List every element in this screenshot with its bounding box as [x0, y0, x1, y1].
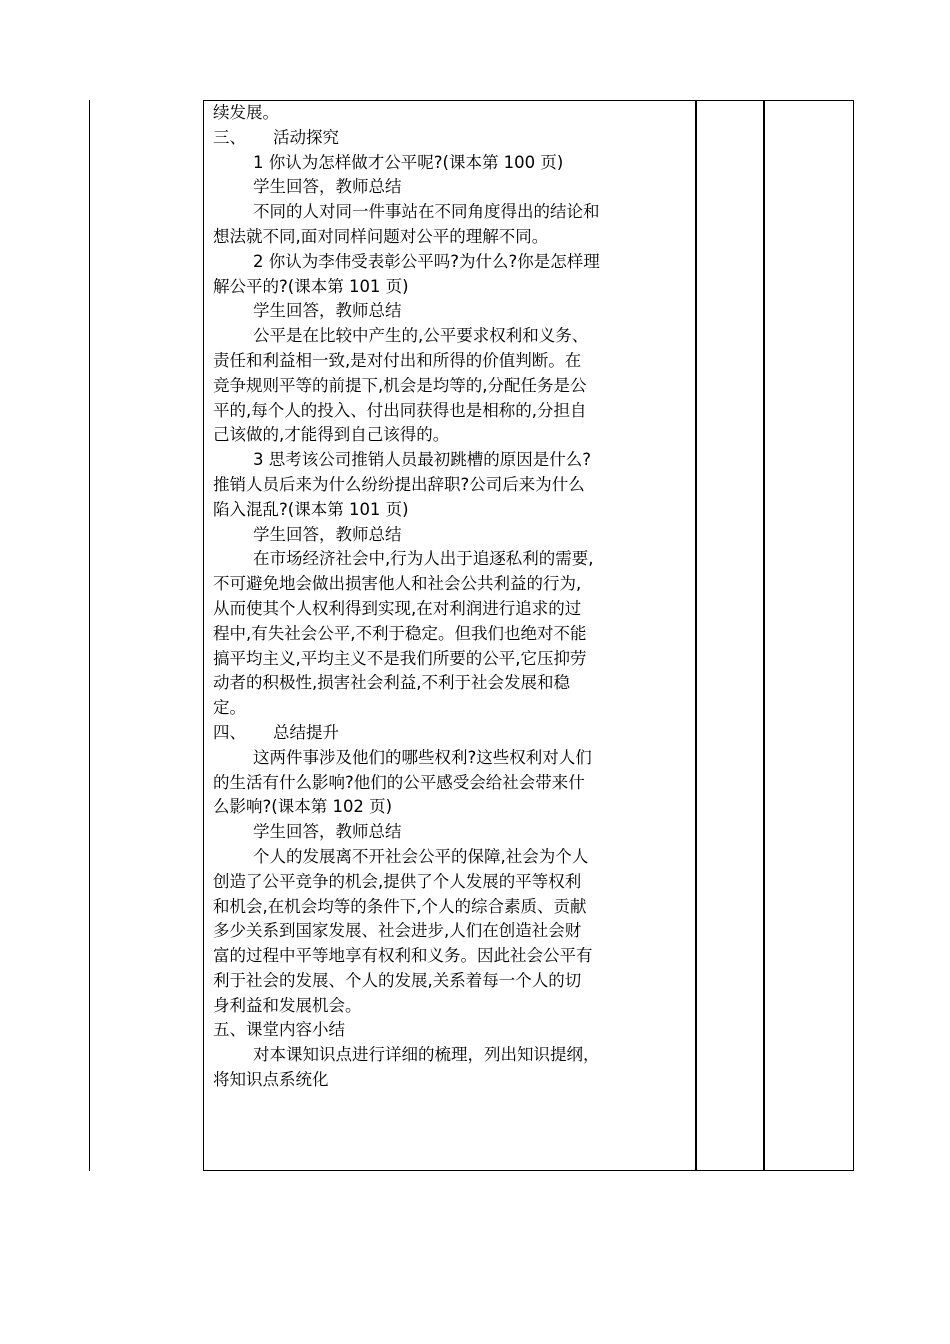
text-line: 个人的发展离不开社会公平的保障,社会为个人 [253, 846, 589, 866]
text-line: 么影响?(课本第 102 页) [213, 797, 393, 817]
text-line: 在市场经济社会中,行为人出于追逐私利的需要, [253, 549, 594, 569]
section-heading [213, 721, 691, 746]
left-margin-rule [89, 100, 90, 1171]
text-line: 1 你认为怎样做才公平呢?(课本第 100 页) [253, 152, 564, 172]
lesson-content-cell [213, 101, 691, 1093]
text-line: 对本课知识点进行详细的梳理，列出知识提纲， [253, 1045, 600, 1065]
lesson-plan-table [203, 100, 854, 1171]
text-line: 学生回答，教师总结 [253, 822, 402, 842]
text-line: 推销人员后来为什么纷纷提出辞职?公司后来为什么 [213, 474, 585, 494]
text-line: 学生回答，教师总结 [253, 524, 402, 544]
text-line: 解公平的?(课本第 101 页) [213, 276, 409, 296]
text-line: 续发展。 [213, 103, 279, 122]
text-line: 将知识点系统化 [213, 1070, 329, 1090]
text-line: 责任和利益相一致,是对付出和所得的价值判断。在 [213, 350, 582, 370]
text-line: 3 思考该公司推销人员最初跳槽的原因是什么? [253, 450, 592, 470]
text-line: 多少关系到国家发展、社会进步,人们在创造社会财 [213, 921, 582, 941]
section-title: 总结提升 [273, 722, 339, 742]
section-title: 活动探究 [273, 127, 339, 147]
section-number: 四、 [213, 722, 246, 742]
text-line: 从而使其个人权利得到实现,在对利润进行追求的过 [213, 598, 582, 618]
text-line: 公平是在比较中产生的,公平要求权利和义务、 [253, 326, 589, 346]
text-line: 2 你认为李伟受表彰公平吗?为什么?你是怎样理 [253, 251, 600, 271]
text-line: 程中,有失社会公平,不利于稳定。但我们也绝对不能 [213, 623, 587, 643]
text-line: 富的过程中平等地享有权利和义务。因此社会公平有 [213, 946, 593, 966]
text-line: 身利益和发展机会。 [213, 995, 362, 1015]
text-line: 竞争规则平等的前提下,机会是均等的,分配任务是公 [213, 375, 587, 395]
text-line: 五、课堂内容小结 [213, 1020, 345, 1040]
section-number: 三、 [213, 127, 246, 147]
text-line: 的生活有什么影响?他们的公平感受会给社会带来什 [213, 772, 585, 792]
text-line: 己该做的,才能得到自己该得的。 [213, 425, 450, 445]
text-line: 利于社会的发展、个人的发展,关系着每一个人的切 [213, 970, 582, 990]
text-line: 不可避免地会做出损害他人和社会公共利益的行为, [213, 574, 582, 594]
column-divider-1 [695, 101, 697, 1170]
text-line: 创造了公平竞争的机会,提供了个人发展的平等权利 [213, 871, 582, 891]
text-line: 平的,每个人的投入、付出同获得也是相称的,分担自 [213, 400, 587, 420]
column-divider-2 [763, 101, 765, 1170]
text-line: 学生回答，教师总结 [253, 301, 402, 321]
text-line: 和机会,在机会均等的条件下,个人的综合素质、贡献 [213, 896, 587, 916]
text-line: 定。 [213, 698, 246, 718]
text-line: 陷入混乱?(课本第 101 页) [213, 499, 409, 519]
text-line: 想法就不同,面对同样问题对公平的理解不同。 [213, 226, 549, 246]
text-line: 不同的人对同一件事站在不同角度得出的结论和 [253, 202, 600, 222]
text-line: 动者的积极性,损害社会利益,不利于社会发展和稳 [213, 673, 570, 693]
text-line: 搞平均主义,平均主义不是我们所要的公平,它压抑劳 [213, 648, 587, 668]
text-line: 学生回答，教师总结 [253, 177, 402, 197]
text-line: 这两件事涉及他们的哪些权利?这些权利对人们 [253, 747, 592, 767]
section-heading [213, 126, 691, 151]
